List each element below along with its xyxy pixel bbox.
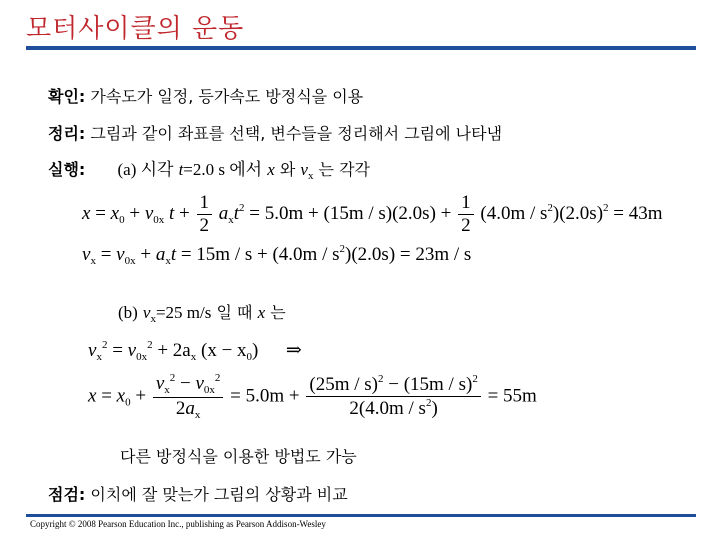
eq2-rhs1: = 15m / s + (4.0m / s	[180, 244, 340, 265]
eq1-v0x: v	[144, 203, 154, 225]
slide-title: 모터사이클의 운동	[26, 14, 245, 44]
eq1-half-frac-2: $\frac{1}{2}$	[458, 192, 474, 238]
equation-position: $x = x_0 + v_{0x}$ t + $\frac{1}{2}$ $a_xt^2 = 5.0m + (15m / s)(2.0s)$ + $\frac{1}{2}$ $(4.0m / s^2)(2.0s)^2 = 43m$	[82, 192, 663, 236]
part-a-prefix: (a) 시각	[117, 160, 174, 179]
implies-arrow: ⇒	[285, 340, 302, 361]
part-b-x: x	[257, 303, 266, 322]
eq1-rhs2: (4.0m / s	[480, 203, 548, 225]
execute-label: 실행:	[48, 160, 86, 179]
eq4-frac-numeric: $\frac{(25m / s)^2 - (15m / s)^2}{2(4.0m / s^2)}$	[306, 373, 480, 421]
alt-method-line	[120, 444, 357, 467]
eq1-rhs3: )(2.0s)	[552, 203, 604, 225]
part-a-and: 와	[279, 160, 296, 179]
check-text: 이치에 잘 맞는가 그림의 상황과 비교	[90, 485, 348, 504]
alt-method-text: 다른 방정식을 이용한 방법도 가능	[120, 447, 357, 466]
eq3-term: + 2a	[157, 340, 191, 361]
confirm-label: 확인:	[48, 87, 86, 106]
equation-position-solved: $x = x_0$ + $\frac{v_x^2 - v_{0x}^2}{2a_x}$ = 5.0m + $\frac{(25m / s)^2 - (15m / s)^2}{2(4.0m / s^2)}$ = 55m	[88, 372, 537, 421]
equation-velocity-squared: $v_x^2 = v_{0x}^2 + 2a_x$ $(x - x_0)$ ⇒	[88, 339, 302, 363]
part-b-vx: v	[142, 303, 151, 322]
copyright-footer: Copyright © 2008 Pearson Education Inc., publishing as Pearson Addison-Wesley	[30, 519, 326, 529]
part-a-x: x	[267, 160, 275, 179]
eq1-rhs1: = 5.0m + (15m / s)(2.0s) +	[249, 203, 452, 225]
organize-line	[48, 121, 502, 144]
eq1-t: t	[169, 203, 175, 225]
organize-label: 정리:	[48, 124, 86, 143]
eq4-frac-symbolic: $\frac{v_x^2 - v_{0x}^2}{2a_x}$	[153, 372, 224, 422]
part-a-vx-sub: x	[307, 170, 314, 182]
eq4-result: = 55m	[487, 385, 537, 407]
part-b-suffix: 는	[270, 303, 286, 322]
eq4-mid: = 5.0m +	[230, 385, 300, 407]
eq1-result: = 43m	[613, 203, 663, 225]
part-a-suffix: 는 각각	[318, 160, 371, 179]
part-b-vx-sub: x	[150, 313, 156, 325]
eq1-half-frac: $\frac{1}{2}$	[197, 192, 213, 238]
execute-line	[48, 155, 370, 182]
part-b-mid: 일 때	[216, 303, 253, 322]
eq1-x0: x	[110, 203, 120, 225]
check-line	[48, 482, 348, 505]
top-divider	[26, 46, 696, 50]
confirm-line	[48, 84, 363, 107]
part-b-value: =25 m/s	[155, 303, 212, 322]
part-b-line	[118, 300, 286, 325]
eq2-rhs2: )(2.0s) = 23m / s	[345, 244, 472, 265]
bottom-divider	[26, 514, 696, 517]
organize-text: 그림과 같이 좌표를 선택, 변수들을 정리해서 그림에 나타냄	[90, 124, 503, 143]
eq1-lhs: x	[82, 203, 91, 225]
part-a-vx: v	[300, 160, 308, 179]
eq2-lhs: v	[82, 244, 91, 265]
check-label: 점검:	[48, 485, 86, 504]
confirm-text: 가속도가 일정, 등가속도 방정식을 이용	[90, 87, 364, 106]
eq3-tail: (x − x	[201, 340, 247, 361]
part-b-prefix: (b)	[118, 303, 138, 322]
eq1-ax: a	[218, 203, 229, 225]
equation-velocity: $v_x = v_{0x} + a_xt = 15m / s + (4.0m / s^2)(2.0s) = 23m / s$	[82, 243, 472, 267]
part-a-t: t	[178, 160, 184, 179]
part-a-value: =2.0 s 에서	[183, 160, 263, 179]
